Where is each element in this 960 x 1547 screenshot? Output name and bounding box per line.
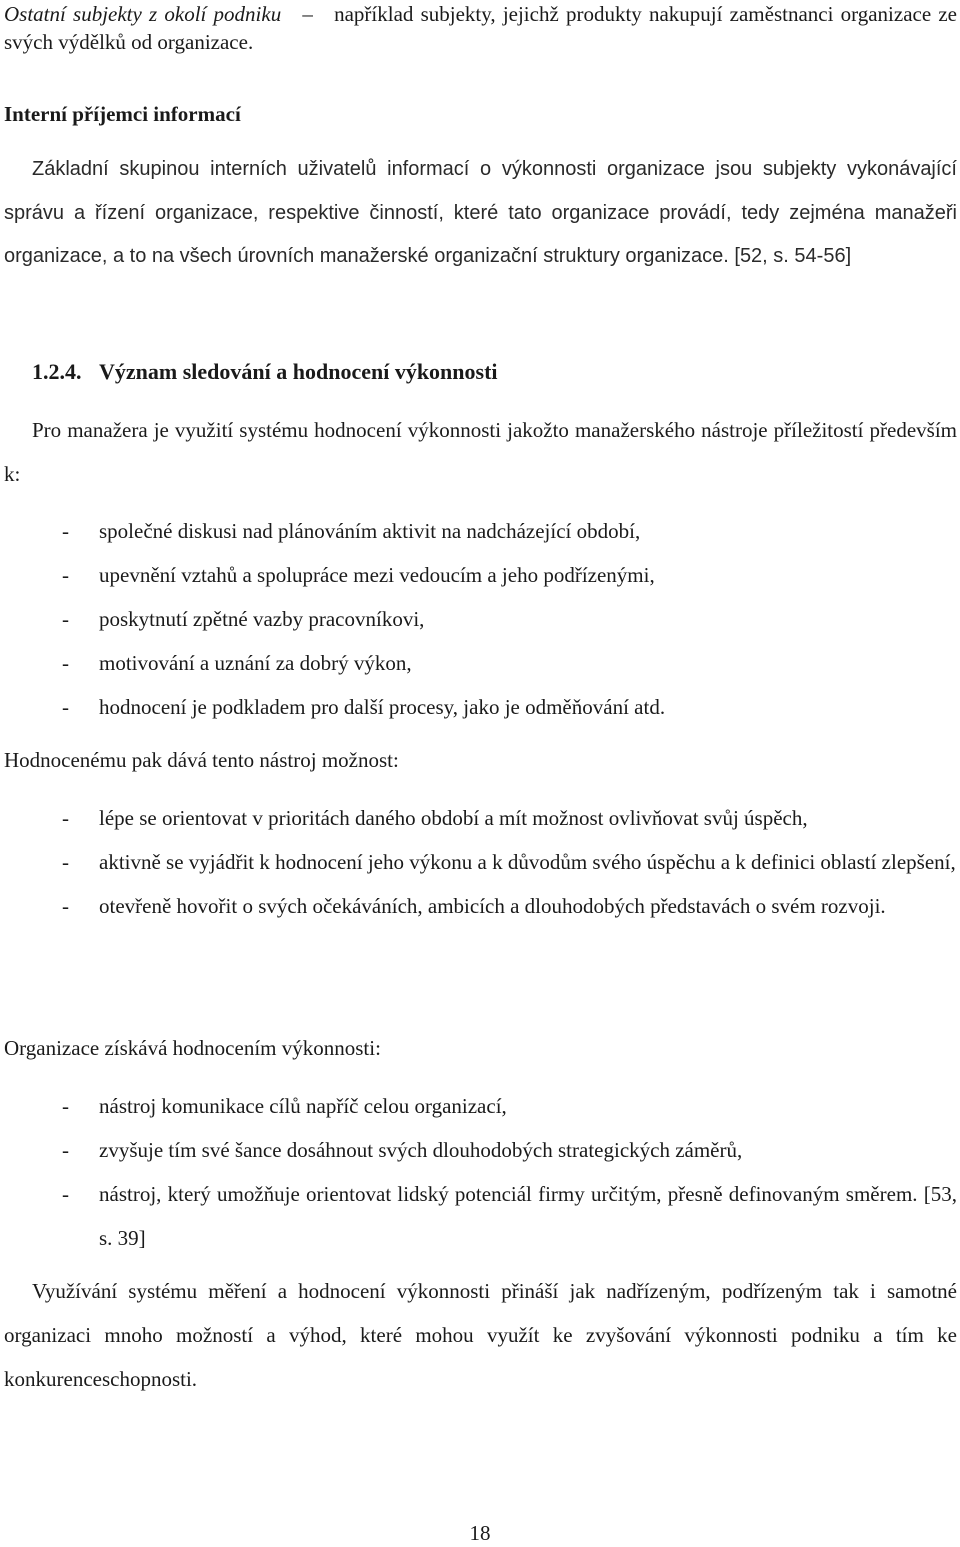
conclusion-paragraph: Využívání systému měření a hodnocení výkonnosti přináší jak nadřízeným, podřízeným tak i samotné organizaci mnoho možností a výhod, které mohou využít ke zvyšování výkonnosti podniku a tím ke konkurenceschopnosti.	[4, 1279, 957, 1391]
organization-intro: Organizace získává hodnocením výkonnosti:	[4, 1036, 381, 1060]
dash-marker: -	[62, 651, 69, 675]
evaluated-intro: Hodnocenému pak dává tento nástroj možnost:	[4, 748, 399, 772]
list-item	[4, 641, 957, 685]
dash-marker: -	[62, 806, 69, 830]
dash-marker: -	[62, 695, 69, 719]
intro-lead: Ostatní subjekty z okolí podniku	[4, 2, 282, 26]
list-item-text: zvyšuje tím své šance dosáhnout svých dlouhodobých strategických záměrů,	[99, 1138, 743, 1162]
list-item-text: motivování a uznání za dobrý výkon,	[99, 651, 412, 675]
list-item	[4, 1172, 957, 1260]
dash-marker: -	[62, 607, 69, 631]
list-item-text: nástroj komunikace cílů napříč celou organizací,	[99, 1094, 507, 1118]
intro-paragraph	[4, 0, 957, 56]
list-item	[4, 509, 957, 553]
list-item-text: lépe se orientovat v prioritách daného období a mít možnost ovlivňovat svůj úspěch,	[99, 806, 808, 830]
list-item-text: poskytnutí zpětné vazby pracovníkovi,	[99, 607, 425, 631]
dash-marker: -	[62, 563, 69, 587]
section-number: 1.2.4.	[32, 359, 82, 384]
list-item-text: upevnění vztahů a spolupráce mezi vedoucím a jeho podřízenými,	[99, 563, 655, 587]
list-item	[4, 796, 957, 840]
intro-rest: například subjekty, jejichž produkty nakupují zaměstnanci organizace ze svých výdělků od organizace.	[4, 2, 958, 54]
page-number: 18	[469, 1521, 491, 1545]
list-item	[4, 1084, 957, 1128]
section-title: Význam sledování a hodnocení výkonnosti	[99, 359, 498, 384]
manager-list	[4, 509, 957, 729]
list-item-text: otevřeně hovořit o svých očekáváních, ambicích a dlouhodobých představách o svém rozvoji.	[99, 894, 886, 918]
list-item	[4, 685, 957, 729]
list-item	[4, 553, 957, 597]
dash-marker: -	[62, 894, 69, 918]
list-item-text: společné diskusi nad plánováním aktivit na nadcházející období,	[99, 519, 641, 543]
internal-heading: Interní příjemci informací	[4, 102, 241, 126]
section-heading	[4, 357, 498, 387]
dash-marker: -	[62, 1094, 69, 1118]
dash-marker: -	[62, 519, 69, 543]
list-item	[4, 597, 957, 641]
list-item	[4, 1128, 957, 1172]
manager-intro: Pro manažera je využití systému hodnocení výkonnosti jakožto manažerského nástroje příležitostí především k:	[4, 418, 957, 486]
dash-marker: -	[62, 1182, 69, 1206]
dash-marker: -	[62, 1138, 69, 1162]
intro-dash: –	[302, 2, 313, 26]
dash-marker: -	[62, 850, 69, 874]
evaluated-list	[4, 796, 957, 928]
list-item-text: hodnocení je podkladem pro další procesy, jako je odměňování atd.	[99, 695, 666, 719]
list-item	[4, 884, 957, 928]
internal-paragraph: Základní skupinou interních uživatelů informací o výkonnosti organizace jsou subjekty vykonávající správu a řízení organizace, respektive činností, které tato organizace provádí, tedy zejména manažeři organizace, a to na všech úrovních manažerské organizační struktury organizace. [52, s. 54-56]	[4, 158, 957, 267]
list-item-text: aktivně se vyjádřit k hodnocení jeho výkonu a k důvodům svého úspěchu a k definici oblastí zlepšení,	[99, 850, 956, 874]
organization-list	[4, 1084, 957, 1260]
list-item-text: nástroj, který umožňuje orientovat lidský potenciál firmy určitým, přesně definovaným směrem. [53, s. 39]	[99, 1182, 957, 1250]
list-item	[4, 840, 957, 884]
